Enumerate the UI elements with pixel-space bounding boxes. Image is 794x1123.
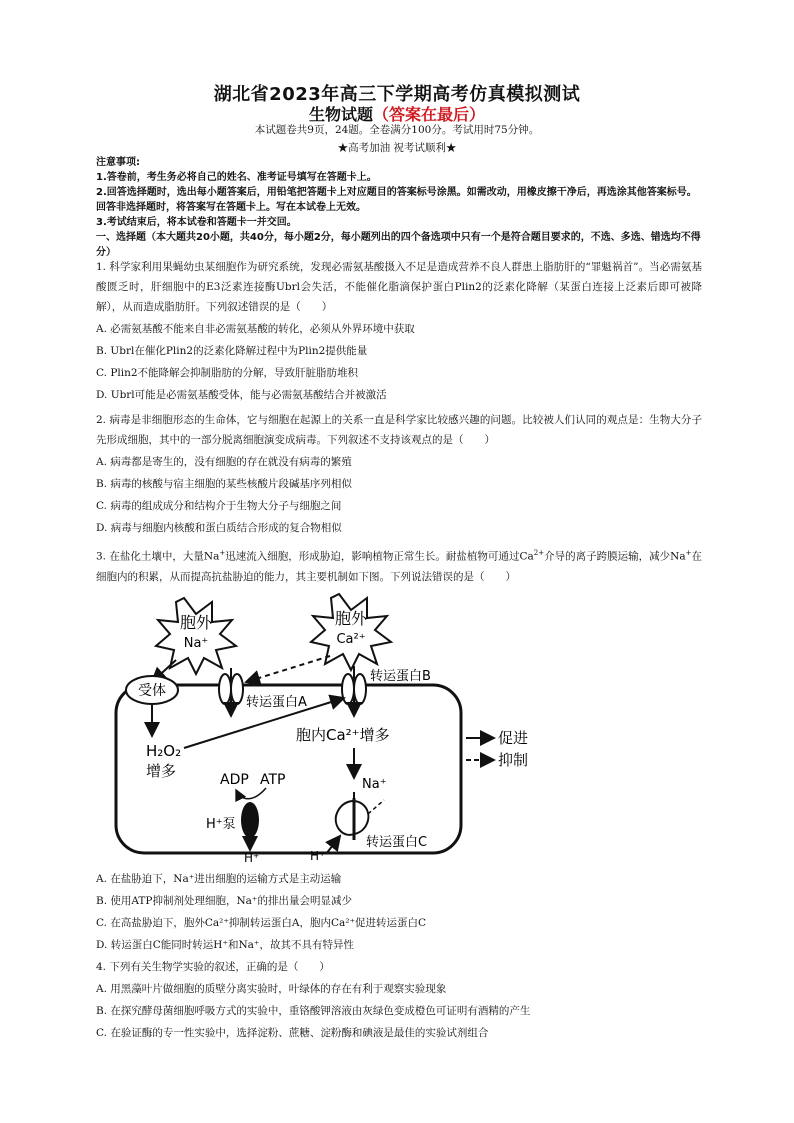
ext-ca-label-1: 胞外 xyxy=(334,609,368,628)
notes-item-3: 3.考试结束后，将本试卷和答题卡一并交回。 xyxy=(96,217,297,228)
q4-stem: 4. 下列有关生物学实验的叙述，正确的是（ ） xyxy=(96,961,330,973)
q1-option-a: A. 必需氨基酸不能来自非必需氨基酸的转化，必须从外界环境中获取 xyxy=(96,323,415,335)
notes-item-2: 2.回答选择题时，选出每小题答案后，用铅笔把答题卡上对应题目的答案标号涂黑。如需改动，用橡皮擦干净后，再选涂其他答案标号。回答非选择题时，将答案写在答题卡上。写在本试卷上无效。 xyxy=(96,187,697,213)
atp-label: ATP xyxy=(260,772,286,788)
q3-option-d: D. 转运蛋白C能同时转运H⁺和Na⁺，故其不具有特异性 xyxy=(96,939,354,951)
h-ion-in-label: H⁺ xyxy=(310,849,326,863)
q1-option-d: D. Ubrl可能是必需氨基酸受体，能与必需氨基酸结合并被激活 xyxy=(96,389,387,401)
q3-stem: 3. 在盐化土壤中，大量Na+迅速流入细胞，形成胁迫，影响植物正常生长。耐盐植物可通过$Ca^{2+}$介导的离子跨膜运输，减少Na+在细胞内的积累，从而提高抗盐胁迫的能力，其主要机制如下图。下列说法错误的是（ ） xyxy=(96,549,703,583)
legend-promote-label: 促进 xyxy=(498,729,529,747)
q2-option-d: D. 病毒与细胞内核酸和蛋白质结合形成的复合物相似 xyxy=(96,522,342,534)
q4-option-b: B. 在探究酵母菌细胞呼吸方式的实验中，重铬酸钾溶液由灰绿色变成橙色可证明有酒精的产生 xyxy=(96,1005,531,1017)
ext-na-label-2: Na⁺ xyxy=(183,636,209,651)
h-ion-out-label: H⁺ xyxy=(244,851,260,863)
q2-option-b: B. 病毒的核酸与宿主细胞的某些核酸片段碱基序列相似 xyxy=(96,478,352,490)
notes-item-1: 1.答卷前，考生务必将自己的姓名、准考证号填写在答题卡上。 xyxy=(96,172,377,183)
adp-label: ADP xyxy=(220,772,249,788)
receptor-label: 受体 xyxy=(138,683,166,699)
exam-meta: 本试题卷共9页，24题。全卷满分100分。考试用时75分钟。 xyxy=(254,124,540,136)
q3-option-b: B. 使用ATP抑制剂处理细胞，Na⁺的排出量会明显减少 xyxy=(96,895,352,907)
legend-inhibit-label: 抑制 xyxy=(498,751,529,769)
q1-option-c: C. Plin2不能降解会抑制脂肪的分解，导致肝脏脂肪堆积 xyxy=(96,367,359,379)
q2-option-c: C. 病毒的组成成分和结构介于生物大分子与细胞之间 xyxy=(96,500,342,512)
section-heading: 一、选择题（本大题共20小题，共40分，每小题2分，每小题列出的四个备选项中只有一个是符合题目要求的，不选、多选、错选均不得分） xyxy=(96,232,701,258)
transporter-a-label: 转运蛋白A xyxy=(246,695,307,710)
q2-option-a: A. 病毒都是寄生的，没有细胞的存在就没有病毒的繁殖 xyxy=(96,456,352,468)
answer-note: （答案在最后） xyxy=(373,105,486,124)
q1-stem: 1. 科学家利用果蝇幼虫某细胞作为研究系统，发现必需氨基酸摄入不足是造成营养不良人群患上脂肪肝的“罪魁祸首”。当必需氨基酸匮乏时，肝细胞中的E3泛素连接酶Ubrl会失活，不能催化脂滴保护蛋白Plin2的泛素化降解（某蛋白连接上泛素后即可被降解），从而造成脂肪肝。下列叙述错误的是（ ） xyxy=(96,261,702,313)
h2o2-label: H₂O₂ xyxy=(146,742,182,760)
q3-option-c: C. 在高盐胁迫下，胞外Ca²⁺抑制转运蛋白A，胞内Ca²⁺促进转运蛋白C xyxy=(96,917,427,929)
salt-stress-mechanism-diagram xyxy=(104,588,544,863)
subject-name: 生物试题 xyxy=(308,105,373,124)
q2-stem: 2. 病毒是非细胞形态的生命体，它与细胞在起源上的关系一直是科学家比较感兴趣的问题。比较被人们认同的观点是：生物大分子先形成细胞，其中的一部分脱离细胞演变成病毒。下列叙述不支持该观点的是（ ） xyxy=(96,414,702,446)
intracellular-na-label: Na⁺ xyxy=(362,777,387,792)
q1-option-b: B. Ubrl在催化Plin2的泛素化降解过程中为Plin2提供能量 xyxy=(96,345,368,357)
notes-heading: 注意事项: xyxy=(96,157,140,168)
intracellular-ca-label: 胞内Ca²⁺增多 xyxy=(296,726,390,744)
h2o2-increase-label: 增多 xyxy=(146,762,177,780)
h-pump-label: H⁺泵 xyxy=(206,817,236,832)
exam-title: 湖北省2023年高三下学期高考仿真模拟测试 xyxy=(213,84,581,105)
q4-option-a: A. 用黑藻叶片做细胞的质壁分离实验时，叶绿体的存在有利于观察实验现象 xyxy=(96,983,447,995)
h-pump xyxy=(241,802,259,838)
q3-option-a: A. 在盐胁迫下，Na⁺进出细胞的运输方式是主动运输 xyxy=(96,873,342,885)
q4-option-c: C. 在验证酶的专一性实验中，选择淀粉、蔗糖、淀粉酶和碘液是最佳的实验试剂组合 xyxy=(96,1027,489,1039)
transporter-c-label: 转运蛋白C xyxy=(366,835,428,850)
exam-blessing: ★高考加油 祝考试顺利★ xyxy=(337,142,457,154)
ext-na-label-1: 胞外 xyxy=(179,613,213,632)
ext-ca-label-2: Ca²⁺ xyxy=(336,632,366,647)
transporter-b-label: 转运蛋白B xyxy=(370,669,431,684)
transporter-c xyxy=(336,801,369,835)
